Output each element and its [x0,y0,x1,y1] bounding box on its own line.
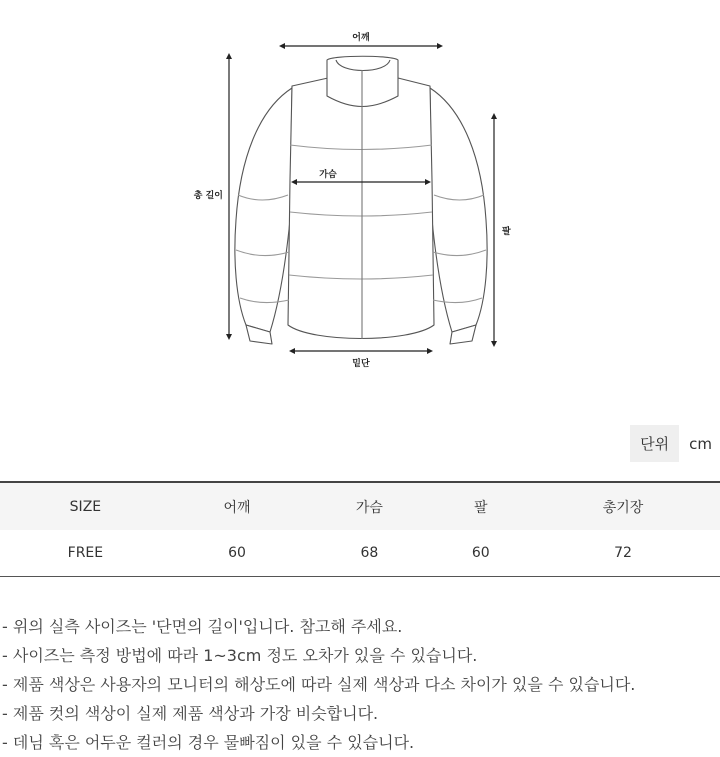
cell-shoulder: 60 [171,530,303,577]
cell-size: FREE [0,530,171,577]
header-shoulder: 어깨 [171,482,303,530]
unit-label: 단위 [630,425,679,462]
header-sleeve: 팔 [436,482,526,530]
total-length-label: 총 길이 [193,191,223,201]
cell-chest: 68 [303,530,435,577]
cell-sleeve: 60 [436,530,526,577]
sleeve-label: 팔 [502,227,511,237]
chest-label: 가슴 [319,170,337,180]
unit-value: cm [689,434,712,453]
size-table [0,481,720,577]
note-item: - 제품 컷의 색상이 실제 제품 색상과 가장 비슷합니다. [2,704,379,723]
note-item: - 제품 색상은 사용자의 모니터의 해상도에 따라 실제 색상과 다소 차이가 있을 수 있습니다. [2,675,636,694]
table-row [0,530,720,577]
note-item: - 데님 혹은 어두운 컬러의 경우 물빠짐이 있을 수 있습니다. [2,733,415,752]
cell-total-length: 72 [526,530,720,577]
header-size: SIZE [0,482,171,530]
header-chest: 가슴 [303,482,435,530]
unit-row [630,425,712,462]
header-total-length: 총기장 [526,482,720,530]
table-header-row [0,482,720,530]
hem-label: 밑단 [352,359,370,369]
note-item: - 사이즈는 측정 방법에 따라 1~3cm 정도 오차가 있을 수 있습니다. [2,646,478,665]
jacket-illustration [235,56,487,344]
notes-list [2,612,635,757]
note-item: - 위의 실측 사이즈는 '단면의 길이'입니다. 참고해 주세요. [2,617,403,636]
shoulder-label: 어깨 [352,33,370,43]
